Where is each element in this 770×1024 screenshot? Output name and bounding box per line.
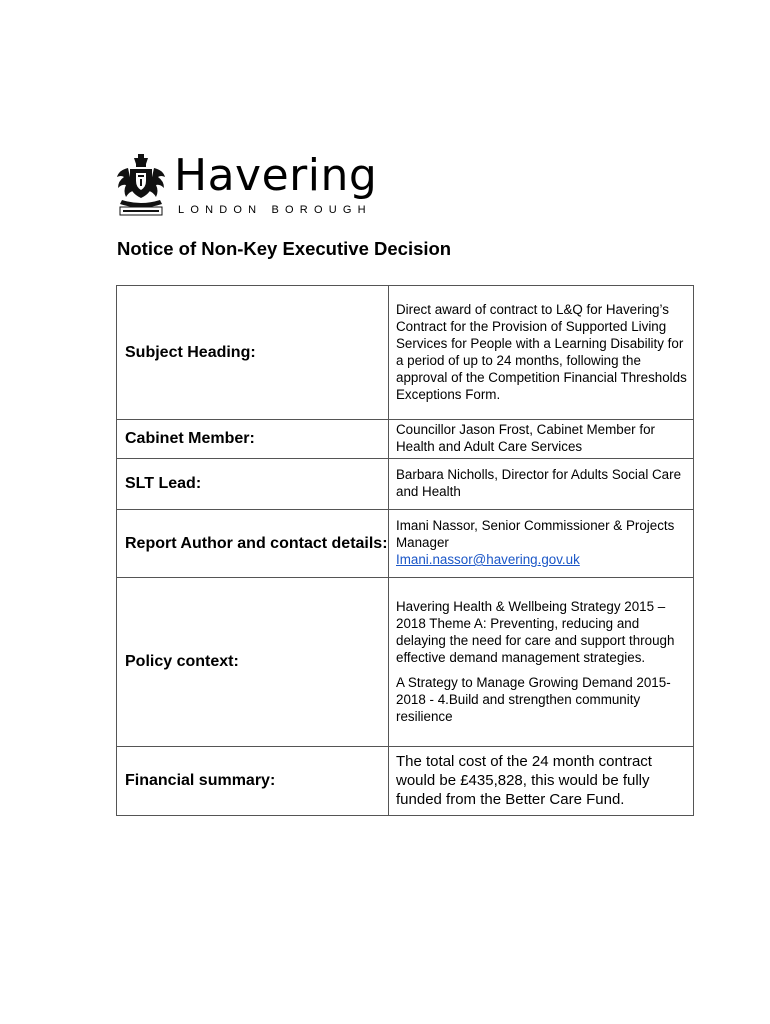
- subject-heading-text: Direct award of contract to L&Q for Havering’s Contract for the Provision of Supported Living Services for People with a Learning Disability for a period of up to 24 months, following the approval of the Competition Financial Thresholds Exceptions Form.: [396, 301, 687, 402]
- page-title: Notice of Non-Key Executive Decision: [117, 238, 452, 259]
- havering-logo: [114, 150, 404, 218]
- financial-summary-text: The total cost of the 24 month contract would be £435,828, this would be fully funded from the Better Care Fund.: [396, 752, 652, 808]
- slt-lead-text: Barbara Nicholls, Director for Adults Social Care and Health: [396, 467, 682, 499]
- table-row: [117, 459, 694, 510]
- table-row: [117, 747, 694, 816]
- row-value: [389, 459, 694, 510]
- logo-wordmark: Havering: [174, 150, 378, 201]
- row-label: SLT Lead:: [117, 459, 389, 510]
- row-value: [389, 420, 694, 459]
- table-row: [117, 510, 694, 578]
- author-email-link[interactable]: Imani.nassor@havering.gov.uk: [396, 552, 580, 567]
- table-row: [117, 286, 694, 420]
- table-row: [117, 420, 694, 459]
- row-value: [389, 286, 694, 420]
- row-label: Subject Heading:: [117, 286, 389, 420]
- row-value: [389, 747, 694, 816]
- row-label: Report Author and contact details:: [117, 510, 389, 578]
- row-label: Cabinet Member:: [117, 420, 389, 459]
- policy-context-text-2: A Strategy to Manage Growing Demand 2015-2018 - 4.Build and strengthen community resilience: [396, 674, 671, 724]
- logo-subtitle: LONDON BOROUGH: [178, 204, 372, 216]
- cabinet-member-text: Councillor Jason Frost, Cabinet Member for Health and Adult Care Services: [396, 422, 655, 454]
- row-value: [389, 510, 694, 578]
- report-author-text: Imani Nassor, Senior Commissioner & Projects Manager: [396, 518, 675, 550]
- row-label: Policy context:: [117, 578, 389, 747]
- policy-context-text: Havering Health & Wellbeing Strategy 2015 – 2018 Theme A: Preventing, reducing and delaying the need for care and support through effective demand management strategies.: [396, 598, 675, 665]
- decision-table: [116, 285, 694, 816]
- table-row: [117, 578, 694, 747]
- row-value: [389, 578, 694, 747]
- coat-of-arms-icon: [114, 154, 168, 216]
- row-label: Financial summary:: [117, 747, 389, 816]
